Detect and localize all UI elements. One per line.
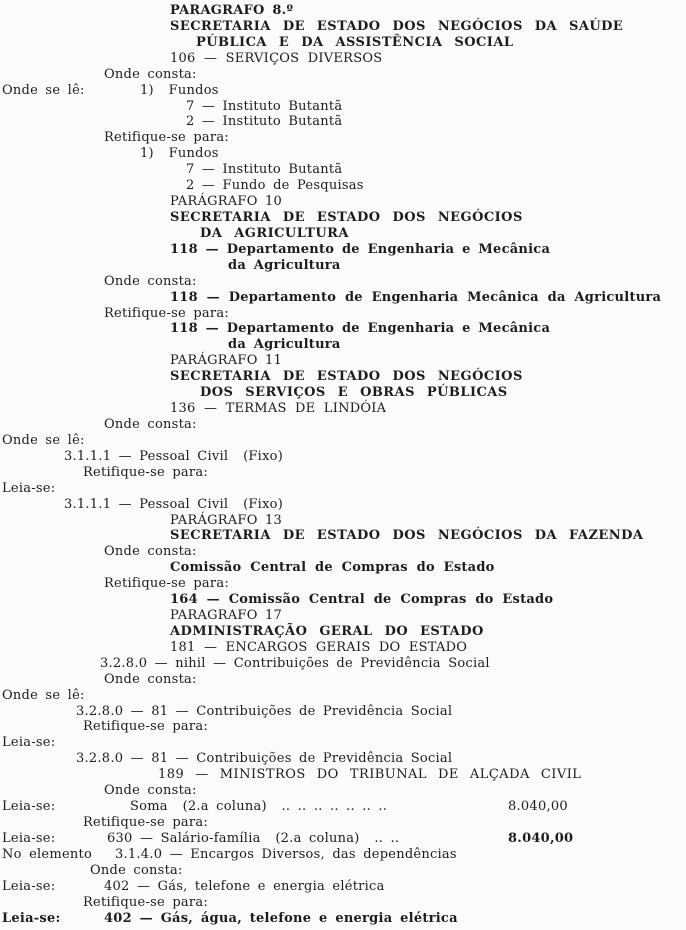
amount-value: 8.040,00 bbox=[508, 799, 568, 815]
margin-label: Onde se lê: bbox=[2, 432, 85, 448]
paragraph-heading: PARAGRAFO 8.º bbox=[170, 3, 294, 18]
doc-line bbox=[0, 258, 686, 274]
doc-text: Onde consta: bbox=[104, 544, 197, 560]
doc-line bbox=[0, 879, 686, 895]
doc-line bbox=[0, 290, 686, 306]
doc-line bbox=[0, 194, 686, 210]
section-heading: 189 — MINISTROS DO TRIBUNAL DE ALÇADA CIVIL bbox=[158, 767, 582, 783]
doc-line bbox=[0, 465, 686, 481]
doc-line bbox=[0, 99, 686, 115]
section-heading: 181 — ENCARGOS GERAIS DO ESTADO bbox=[170, 639, 468, 655]
doc-text: Onde consta: bbox=[104, 783, 197, 799]
doc-line bbox=[0, 799, 686, 815]
doc-line bbox=[0, 306, 686, 322]
doc-line bbox=[0, 369, 686, 385]
doc-line bbox=[0, 178, 686, 194]
doc-text: 7 — Instituto Butantã bbox=[186, 162, 343, 178]
doc-text: 3.1.1.1 — Pessoal Civil (Fixo) bbox=[64, 496, 284, 512]
secretariat-heading: SECRETARIA DE ESTADO DOS NEGÓCIOS DA FAZENDA bbox=[170, 528, 644, 544]
doc-line bbox=[0, 751, 686, 767]
amount-value: 8.040,00 bbox=[508, 830, 574, 846]
doc-line bbox=[0, 544, 686, 560]
doc-line bbox=[0, 719, 686, 735]
doc-line bbox=[0, 401, 686, 417]
doc-text: Retifique-se para: bbox=[83, 815, 209, 831]
secretariat-heading: SECRETARIA DE ESTADO DOS NEGÓCIOS bbox=[170, 369, 523, 385]
doc-line bbox=[0, 656, 686, 672]
doc-text: 2 — Fundo de Pesquisas bbox=[186, 178, 364, 194]
doc-text: 402 — Gás, telefone e energia elétrica bbox=[104, 878, 385, 894]
doc-line bbox=[0, 433, 686, 449]
doc-line bbox=[0, 895, 686, 911]
doc-line bbox=[0, 847, 686, 863]
doc-text: Onde consta: bbox=[104, 416, 197, 432]
margin-label: Onde se lê: bbox=[2, 82, 85, 98]
doc-line bbox=[0, 497, 686, 513]
doc-line bbox=[0, 704, 686, 720]
doc-text: da Agricultura bbox=[228, 337, 341, 353]
paragraph-heading: PARAGRAFO 17 bbox=[170, 608, 283, 624]
doc-text: Onde consta: bbox=[90, 862, 183, 878]
doc-text: Soma (2.a coluna) .. .. .. .. .. .. .. bbox=[130, 799, 388, 815]
doc-line bbox=[0, 783, 686, 799]
doc-line bbox=[0, 688, 686, 704]
doc-text: 7 — Instituto Butantã bbox=[186, 98, 343, 114]
doc-line bbox=[0, 19, 686, 35]
doc-line bbox=[0, 35, 686, 51]
doc-text: Retifique-se para: bbox=[104, 305, 230, 321]
doc-line bbox=[0, 162, 686, 178]
doc-line bbox=[0, 242, 686, 258]
doc-line bbox=[0, 863, 686, 879]
doc-text: 630 — Salário-família (2.a coluna) .. .. bbox=[107, 830, 400, 846]
doc-line bbox=[0, 210, 686, 226]
doc-text: 3.1.4.0 — Encargos Diversos, das dependências bbox=[115, 846, 457, 862]
secretariat-heading: DOS SERVIÇOS E OBRAS PÚBLICAS bbox=[200, 385, 508, 401]
margin-label: Leia-se: bbox=[2, 910, 61, 926]
doc-text: 2 — Instituto Butantã bbox=[186, 114, 343, 130]
doc-line bbox=[0, 3, 686, 19]
doc-text: 164 — Comissão Central de Compras do Estado bbox=[170, 592, 554, 608]
doc-text: 1) Fundos bbox=[140, 82, 219, 98]
secretariat-heading: SECRETARIA DE ESTADO DOS NEGÓCIOS bbox=[170, 209, 523, 225]
doc-line bbox=[0, 831, 686, 847]
doc-line bbox=[0, 353, 686, 369]
doc-text: 3.2.8.0 — nihil — Contribuições de Previdência Social bbox=[100, 655, 490, 671]
doc-line bbox=[0, 226, 686, 242]
secretariat-heading: ADMINISTRAÇÃO GERAL DO ESTADO bbox=[170, 623, 484, 639]
doc-line bbox=[0, 321, 686, 337]
section-heading: 106 — SERVIÇOS DIVERSOS bbox=[170, 50, 383, 66]
doc-line bbox=[0, 528, 686, 544]
doc-line bbox=[0, 130, 686, 146]
doc-line bbox=[0, 560, 686, 576]
doc-line bbox=[0, 449, 686, 465]
margin-label: Leia-se: bbox=[2, 735, 56, 751]
doc-line bbox=[0, 624, 686, 640]
doc-line bbox=[0, 337, 686, 353]
margin-label: Onde se lê: bbox=[2, 687, 85, 703]
doc-line bbox=[0, 146, 686, 162]
doc-text: Retifique-se para: bbox=[83, 894, 209, 910]
doc-text: 118 — Departamento de Engenharia Mecânica da Agricultura bbox=[170, 289, 662, 305]
paragraph-heading: PARÁGRAFO 11 bbox=[170, 353, 283, 369]
paragraph-heading: PARÁGRAFO 10 bbox=[170, 194, 283, 210]
doc-line bbox=[0, 815, 686, 831]
doc-line bbox=[0, 767, 686, 783]
doc-text: Retifique-se para: bbox=[104, 130, 230, 146]
doc-line bbox=[0, 83, 686, 99]
doc-line bbox=[0, 911, 686, 927]
doc-text: 3.2.8.0 — 81 — Contribuições de Previdência Social bbox=[76, 703, 453, 719]
doc-text: da Agricultura bbox=[228, 257, 341, 273]
margin-label: Leia-se: bbox=[2, 480, 56, 496]
doc-text: 3.2.8.0 — 81 — Contribuições de Previdência Social bbox=[76, 751, 453, 767]
margin-label: Leia-se: bbox=[2, 830, 56, 846]
doc-text: 118 — Departamento de Engenharia e Mecânica bbox=[170, 241, 551, 257]
doc-text: 402 — Gás, água, telefone e energia elétrica bbox=[104, 910, 458, 926]
doc-text: Onde consta: bbox=[104, 66, 197, 82]
doc-text: Onde consta: bbox=[104, 273, 197, 289]
doc-text: 118 — Departamento de Engenharia e Mecânica bbox=[170, 321, 551, 337]
margin-label: No elemento bbox=[2, 846, 93, 862]
doc-line bbox=[0, 51, 686, 67]
doc-text: Onde consta: bbox=[104, 671, 197, 687]
secretariat-heading: PÚBLICA E DA ASSISTÊNCIA SOCIAL bbox=[196, 34, 514, 50]
doc-text: 3.1.1.1 — Pessoal Civil (Fixo) bbox=[64, 448, 284, 464]
secretariat-heading: SECRETARIA DE ESTADO DOS NEGÓCIOS DA SAÚDE bbox=[170, 18, 624, 34]
secretariat-heading: DA AGRICULTURA bbox=[200, 225, 349, 241]
doc-line bbox=[0, 592, 686, 608]
doc-line bbox=[0, 274, 686, 290]
doc-text: Comissão Central de Compras do Estado bbox=[170, 560, 495, 576]
doc-line bbox=[0, 608, 686, 624]
doc-line bbox=[0, 417, 686, 433]
doc-line bbox=[0, 576, 686, 592]
doc-line bbox=[0, 640, 686, 656]
doc-text: Retifique-se para: bbox=[83, 464, 209, 480]
doc-text: Retifique-se para: bbox=[83, 719, 209, 735]
paragraph-heading: PARÁGRAFO 13 bbox=[170, 512, 283, 528]
doc-line bbox=[0, 67, 686, 83]
margin-label: Leia-se: bbox=[2, 799, 56, 815]
doc-text: Retifique-se para: bbox=[104, 576, 230, 592]
margin-label: Leia-se: bbox=[2, 878, 56, 894]
doc-line bbox=[0, 735, 686, 751]
doc-line bbox=[0, 481, 686, 497]
doc-line bbox=[0, 672, 686, 688]
doc-text: 1) Fundos bbox=[140, 146, 219, 162]
doc-line bbox=[0, 385, 686, 401]
doc-line bbox=[0, 513, 686, 529]
doc-line bbox=[0, 114, 686, 130]
section-heading: 136 — TERMAS DE LINDÓIA bbox=[170, 401, 387, 417]
